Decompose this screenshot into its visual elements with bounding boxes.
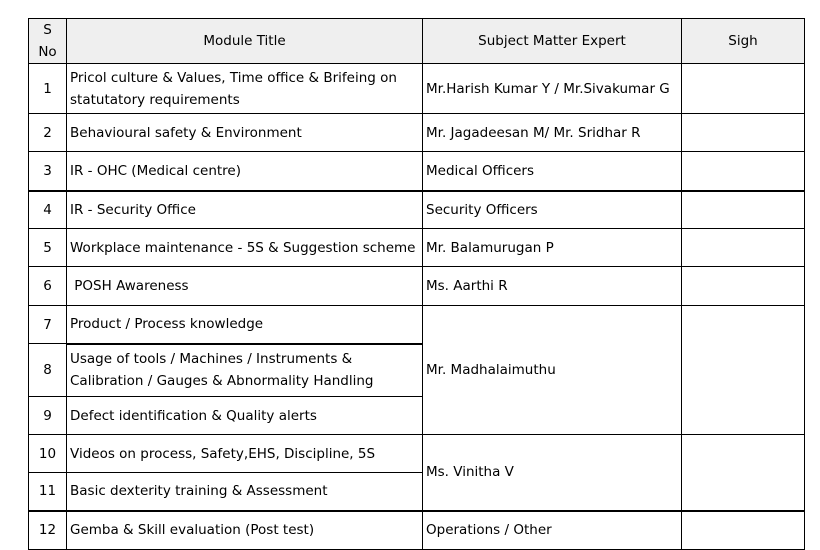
row-expert: Ms. Aarthi R xyxy=(423,267,682,306)
row-module-title: Videos on process, Safety,EHS, Discipline, 5S xyxy=(67,435,423,473)
table-row xyxy=(29,435,805,473)
table-row xyxy=(29,64,805,114)
row-module-title: Workplace maintenance - 5S & Suggestion scheme xyxy=(67,229,423,267)
row-expert: Medical Officers xyxy=(423,152,682,191)
row-sno: 7 xyxy=(29,306,67,344)
row-sign-cell xyxy=(682,511,805,550)
header-sign: Sigh xyxy=(682,19,805,64)
table-row xyxy=(29,114,805,152)
row-sno: 5 xyxy=(29,229,67,267)
row-sign-cell xyxy=(682,229,805,267)
header-sno: S No xyxy=(29,19,67,64)
row-sno: 6 xyxy=(29,267,67,306)
row-sign-cell xyxy=(682,64,805,114)
row-sign-cell xyxy=(682,114,805,152)
row-sno: 4 xyxy=(29,191,67,229)
row-sign-cell xyxy=(682,191,805,229)
header-expert: Subject Matter Expert xyxy=(423,19,682,64)
row-sno: 12 xyxy=(29,511,67,550)
row-module-title: Usage of tools / Machines / Instruments & Calibration / Gauges & Abnormality Handling xyxy=(67,344,423,397)
row-module-title: IR - Security Office xyxy=(67,191,423,229)
row-sign-cell xyxy=(682,267,805,306)
row-sno: 1 xyxy=(29,64,67,114)
training-module-table xyxy=(28,18,805,550)
header-module-title: Module Title xyxy=(67,19,423,64)
row-sno: 11 xyxy=(29,473,67,511)
row-sign-cell xyxy=(682,435,805,511)
row-expert: Security Officers xyxy=(423,191,682,229)
row-expert: Mr.Harish Kumar Y / Mr.Sivakumar G xyxy=(423,64,682,114)
row-module-title: Basic dexterity training & Assessment xyxy=(67,473,423,511)
row-expert: Mr. Balamurugan P xyxy=(423,229,682,267)
row-sign-cell xyxy=(682,306,805,435)
row-module-title: Behavioural safety & Environment xyxy=(67,114,423,152)
row-expert: Mr. Madhalaimuthu xyxy=(423,306,682,435)
table-row xyxy=(29,306,805,344)
header-row xyxy=(29,19,805,64)
table-row xyxy=(29,267,805,306)
table-row xyxy=(29,191,805,229)
row-sno: 9 xyxy=(29,397,67,435)
row-sno: 3 xyxy=(29,152,67,191)
row-sign-cell xyxy=(682,152,805,191)
row-expert: Mr. Jagadeesan M/ Mr. Sridhar R xyxy=(423,114,682,152)
row-module-title: Defect identification & Quality alerts xyxy=(67,397,423,435)
table-row xyxy=(29,511,805,550)
row-sno: 8 xyxy=(29,344,67,397)
row-sno: 2 xyxy=(29,114,67,152)
row-module-title: Pricol culture & Values, Time office & Brifeing on statutatory requirements xyxy=(67,64,423,114)
table-row xyxy=(29,152,805,191)
row-expert: Operations / Other xyxy=(423,511,682,550)
row-module-title: Gemba & Skill evaluation (Post test) xyxy=(67,511,423,550)
row-module-title: IR - OHC (Medical centre) xyxy=(67,152,423,191)
row-sno: 10 xyxy=(29,435,67,473)
row-expert: Ms. Vinitha V xyxy=(423,435,682,511)
row-module-title: POSH Awareness xyxy=(67,267,423,306)
row-module-title: Product / Process knowledge xyxy=(67,306,423,344)
table-row xyxy=(29,229,805,267)
